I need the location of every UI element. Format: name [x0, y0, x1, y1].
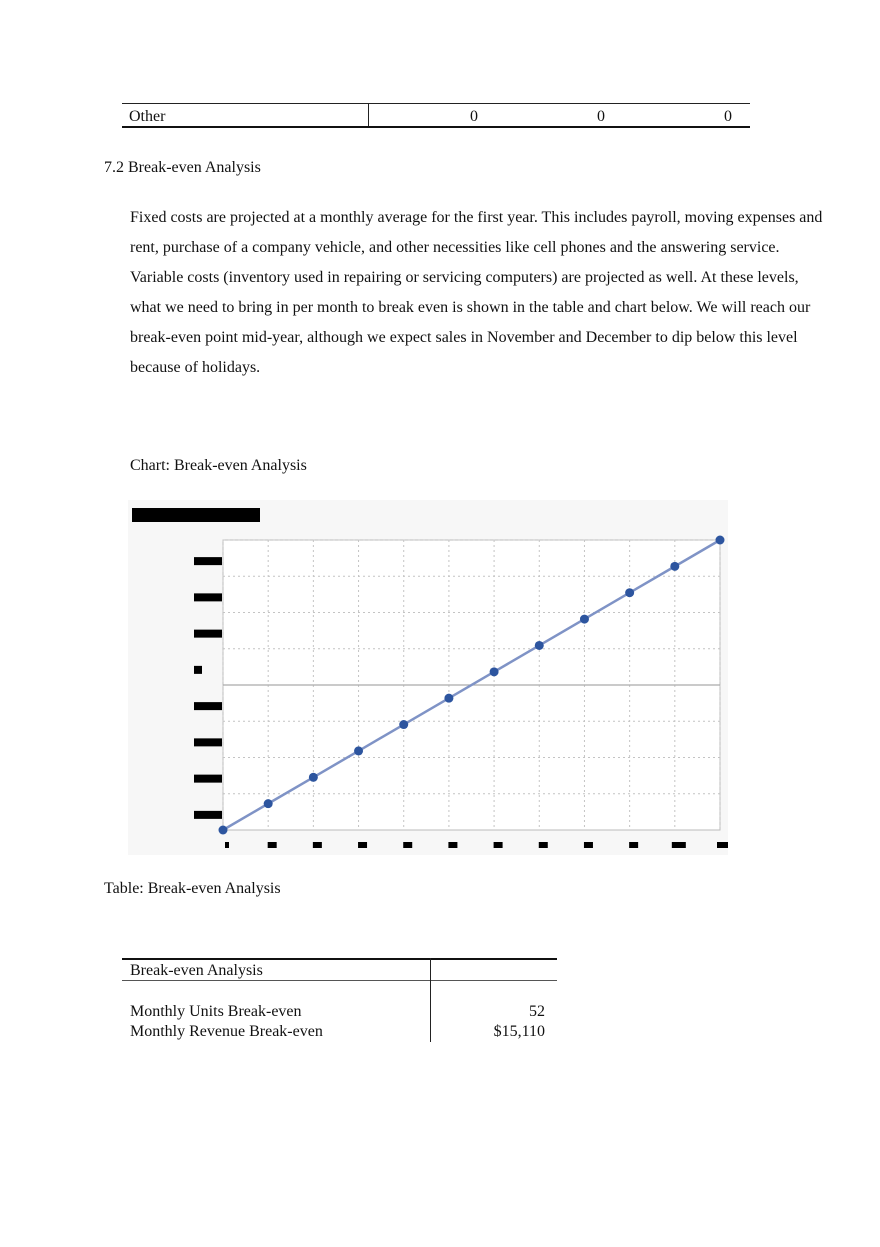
break-even-chart	[128, 500, 728, 855]
y-tick-label-redacted	[194, 557, 222, 565]
other-costs-table	[122, 103, 750, 128]
data-point	[219, 826, 228, 835]
table-caption: Table: Break-even Analysis	[104, 880, 281, 897]
data-point	[535, 641, 544, 650]
table-header-rule	[122, 980, 557, 981]
body-paragraph: Fixed costs are projected at a monthly average for the first year. This includes payroll, moving expenses and rent, purchase of a company vehicle, and other necessities like cell phones and the answering service. Variable costs (inventory used in repairing or servicing computers) are projected as well. At these levels, what we need to bring in per month to break even is shown in the table and chart below. We will reach our break-even point mid-year, although we expect sales in November and December to dip below this level because of holidays.	[130, 209, 823, 376]
x-tick-label-redacted	[313, 842, 322, 848]
x-tick-label-redacted	[584, 842, 593, 848]
y-tick-label-redacted	[194, 811, 222, 819]
table-divider	[430, 958, 431, 1042]
x-tick-label-redacted	[448, 842, 457, 848]
y-tick-label-redacted	[194, 738, 222, 746]
x-tick-label-redacted	[403, 842, 412, 848]
table-divider	[368, 104, 369, 126]
y-tick-label-redacted	[194, 593, 222, 601]
y-tick-label-redacted	[194, 630, 222, 638]
data-point	[264, 799, 273, 808]
value-cell: 0	[597, 108, 605, 125]
x-tick-label-redacted	[629, 842, 638, 848]
y-tick-label-redacted	[194, 702, 222, 710]
row-label-units: Monthly Units Break-even	[130, 1003, 302, 1020]
x-tick-label-redacted	[717, 842, 728, 848]
x-tick-label-redacted	[494, 842, 503, 848]
break-even-table	[122, 958, 557, 1042]
table-header: Break-even Analysis	[130, 962, 263, 979]
y-tick-label-redacted	[194, 666, 202, 674]
data-point	[716, 536, 725, 545]
row-value-revenue: $15,110	[493, 1023, 545, 1040]
x-tick-label-redacted	[268, 842, 277, 848]
table-top-rule	[122, 958, 557, 960]
data-point	[309, 773, 318, 782]
x-tick-label-redacted	[539, 842, 548, 848]
row-label-revenue: Monthly Revenue Break-even	[130, 1023, 323, 1040]
data-point	[490, 667, 499, 676]
x-tick-label-redacted	[358, 842, 367, 848]
x-tick-label-redacted	[225, 842, 229, 848]
row-label: Other	[129, 108, 166, 125]
data-point	[354, 746, 363, 755]
data-point	[625, 588, 634, 597]
x-tick-label-redacted	[672, 842, 686, 848]
data-point	[399, 720, 408, 729]
chart-title-redaction	[132, 508, 260, 522]
row-value-units: 52	[529, 1003, 545, 1020]
chart-caption: Chart: Break-even Analysis	[130, 457, 307, 474]
value-cell: 0	[470, 108, 478, 125]
data-point	[444, 694, 453, 703]
y-tick-label-redacted	[194, 775, 222, 783]
data-point	[580, 615, 589, 624]
data-point	[670, 562, 679, 571]
section-heading: 7.2 Break-even Analysis	[104, 159, 261, 176]
chart-svg	[128, 500, 728, 855]
value-cell: 0	[724, 108, 732, 125]
